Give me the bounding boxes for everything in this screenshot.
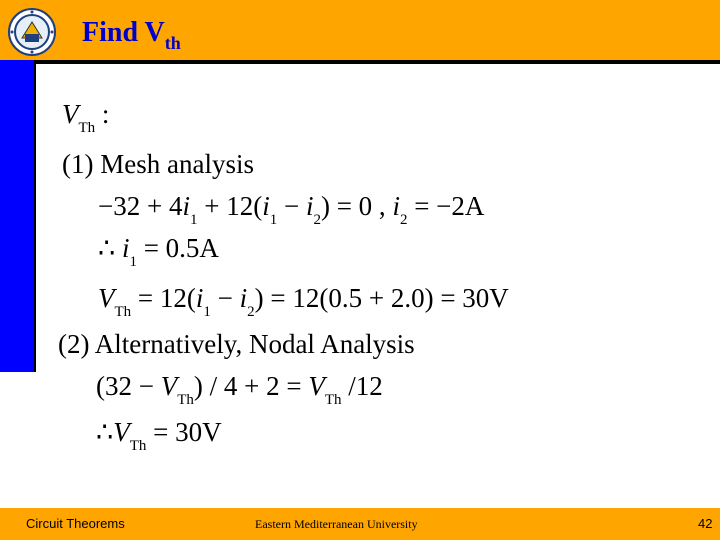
- left-accent-bar: [0, 60, 36, 372]
- therefore-symbol: ∴: [96, 417, 114, 447]
- eq-part: = −2A: [407, 191, 485, 221]
- vth-heading: [62, 98, 109, 135]
- step-1-heading: [62, 148, 254, 180]
- footer-course-title: Circuit Theorems: [26, 516, 125, 531]
- eq-part: ) / 4 + 2 =: [193, 371, 309, 401]
- therefore-symbol: ∴: [98, 233, 122, 263]
- sub: 1: [203, 304, 211, 320]
- sub-th: Th: [114, 304, 132, 320]
- var-i: i: [121, 233, 130, 263]
- step-number: (2): [58, 329, 90, 359]
- eq-part: (32 −: [96, 371, 161, 401]
- eq-part: /12: [341, 371, 383, 401]
- sub: 1: [129, 254, 137, 270]
- step-number: (1): [62, 149, 94, 179]
- eq-part: ) = 0 ,: [320, 191, 393, 221]
- var-v: V: [113, 417, 130, 447]
- left-accent-edge: [34, 60, 36, 372]
- slide-title: [82, 16, 181, 52]
- var-i: i: [305, 191, 314, 221]
- eq-part: + 12(: [197, 191, 263, 221]
- sub: 2: [247, 304, 255, 320]
- title-main: Find V: [82, 17, 165, 48]
- title-subscript: th: [164, 33, 181, 53]
- var-v: V: [62, 99, 79, 129]
- var-i: i: [195, 283, 204, 313]
- eq-part: = 0.5A: [136, 233, 219, 263]
- sub: 1: [189, 212, 198, 228]
- eq-part: ) = 12(0.5 + 2.0) = 30V: [254, 283, 509, 313]
- step-2-heading: [58, 328, 415, 360]
- sub-th: Th: [129, 438, 147, 454]
- sub-th: Th: [78, 120, 96, 136]
- eq-part: −: [277, 191, 306, 221]
- var-i: i: [182, 191, 190, 221]
- step-text: Mesh analysis: [100, 149, 254, 179]
- var-i: i: [239, 283, 248, 313]
- footer-university: Eastern Mediterranean University: [255, 517, 418, 531]
- vth-mesh-result: [98, 282, 509, 319]
- sub: 1: [269, 212, 278, 228]
- sub-th: Th: [177, 392, 194, 408]
- i1-result: [98, 232, 219, 269]
- mesh-equation: [98, 190, 484, 227]
- var-i: i: [262, 191, 270, 221]
- sub: 2: [313, 212, 321, 228]
- eq-part: = 30V: [146, 417, 222, 447]
- eq-part: = 12(: [131, 283, 196, 313]
- university-logo-icon: [8, 8, 56, 56]
- var-i: i: [392, 191, 400, 221]
- colon: :: [95, 99, 110, 129]
- var-v: V: [160, 371, 178, 401]
- eq-part: −: [210, 283, 240, 313]
- sub: 2: [399, 212, 408, 228]
- var-v: V: [308, 371, 325, 401]
- sub-th: Th: [324, 392, 342, 408]
- eq-part: −32 + 4: [98, 191, 183, 221]
- vth-nodal-result: [96, 416, 222, 453]
- var-v: V: [98, 283, 115, 313]
- step-text: Alternatively, Nodal Analysis: [94, 329, 415, 359]
- footer-page-number: 42: [698, 516, 713, 531]
- header-rule: [36, 60, 720, 64]
- nodal-equation: [96, 370, 383, 407]
